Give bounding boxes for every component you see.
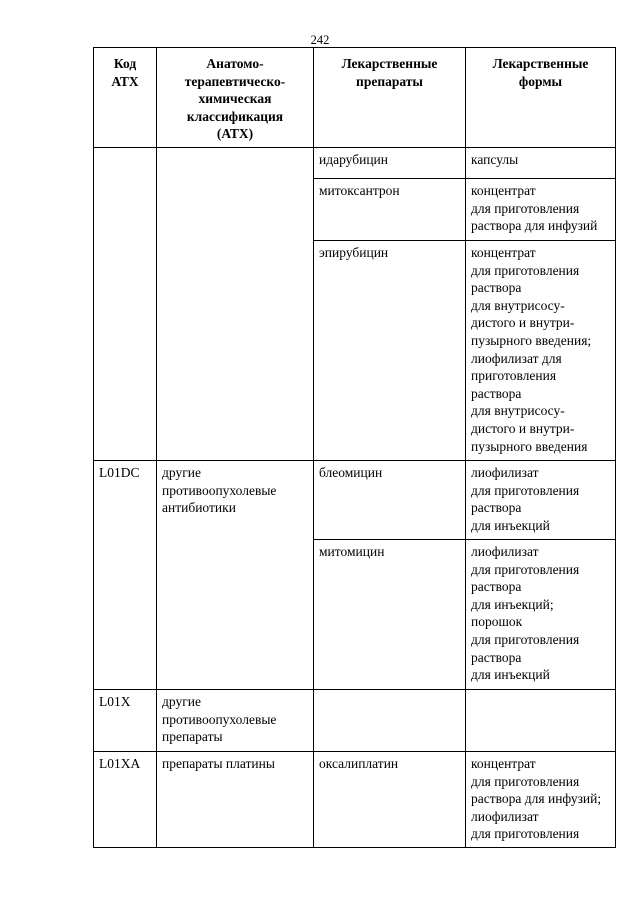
header-drug: Лекарственные препараты — [314, 48, 466, 148]
cell-forms: концентрат для приготовления раствора для внутрисосу- дистого и внутри- пузырного введения; лиофилизат для приготовления раствора для внутрисосу- дистого и внутри- пузырного введения — [466, 241, 616, 461]
cell-forms: концентрат для приготовления раствора для инфузий; лиофилизат для приготовления — [466, 752, 616, 848]
cell-classification: другие противоопухолевые антибиотики — [157, 461, 314, 690]
header-code: Код АТХ — [94, 48, 157, 148]
table-row — [94, 148, 616, 179]
cell-drug — [314, 690, 466, 752]
cell-classification — [157, 148, 314, 461]
cell-code: L01X — [94, 690, 157, 752]
cell-code — [94, 148, 157, 461]
cell-forms: лиофилизат для приготовления раствора для инъекций; порошок для приготовления раствора для инъекций — [466, 540, 616, 690]
cell-forms — [466, 690, 616, 752]
header-classification: Анатомо- терапевтическо- химическая классификация (АТХ) — [157, 48, 314, 148]
cell-code: L01DC — [94, 461, 157, 690]
cell-drug: эпирубицин — [314, 241, 466, 461]
cell-forms: капсулы — [466, 148, 616, 179]
atx-table — [93, 47, 616, 848]
cell-drug: оксалиплатин — [314, 752, 466, 848]
cell-drug: митомицин — [314, 540, 466, 690]
cell-forms: концентрат для приготовления раствора для инфузий — [466, 179, 616, 241]
cell-code: L01XA — [94, 752, 157, 848]
cell-classification: препараты платины — [157, 752, 314, 848]
header-row — [94, 48, 616, 148]
cell-forms: лиофилизат для приготовления раствора для инъекций — [466, 461, 616, 540]
page-number: 242 — [310, 33, 330, 47]
cell-classification: другие противоопухолевые препараты — [157, 690, 314, 752]
table-row — [94, 461, 616, 540]
header-forms: Лекарственные формы — [466, 48, 616, 148]
table-row — [94, 690, 616, 752]
table-row — [94, 752, 616, 848]
cell-drug: блеомицин — [314, 461, 466, 540]
cell-drug: идарубицин — [314, 148, 466, 179]
cell-drug: митоксантрон — [314, 179, 466, 241]
